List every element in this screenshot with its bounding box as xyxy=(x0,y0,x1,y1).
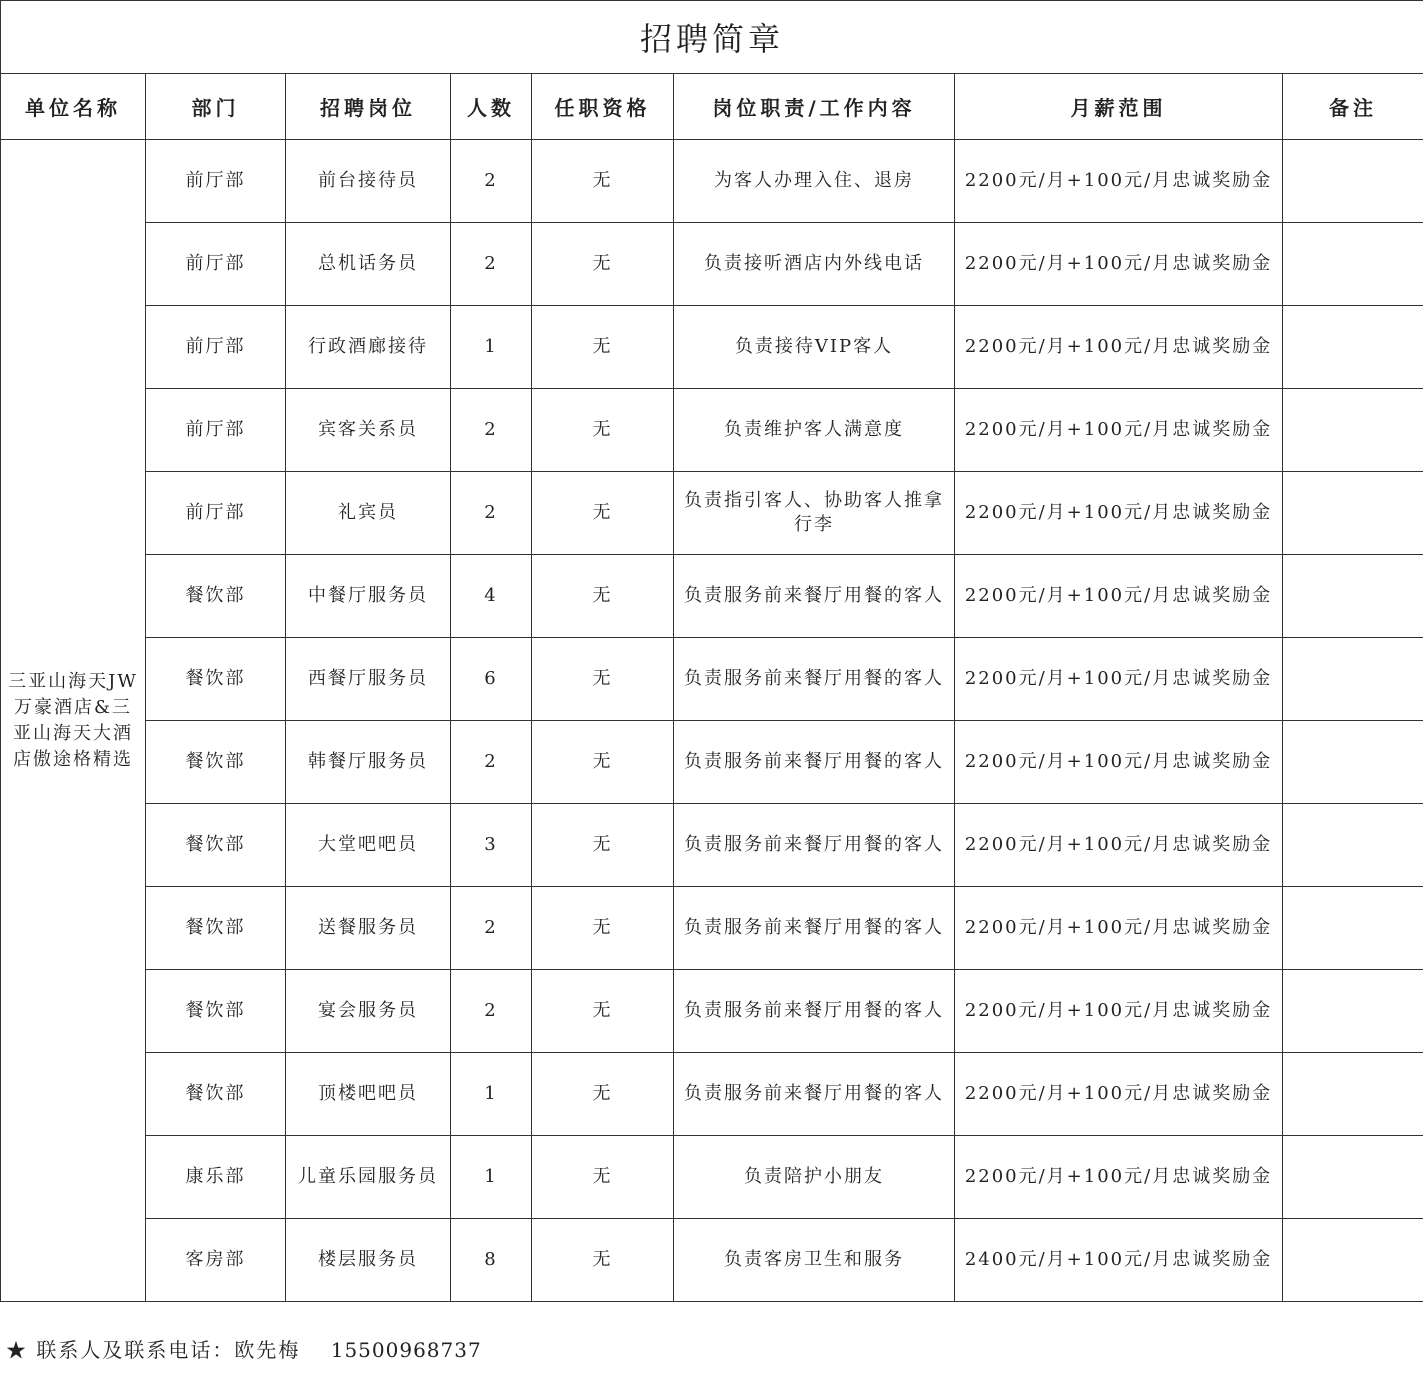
qualification-cell: 无 xyxy=(532,970,674,1053)
position-cell: 送餐服务员 xyxy=(286,887,451,970)
table-row xyxy=(1,970,1423,1053)
salary-cell: 2200元/月+100元/月忠诚奖励金 xyxy=(955,638,1283,721)
duty-cell: 负责服务前来餐厅用餐的客人 xyxy=(674,555,955,638)
table-row xyxy=(1,887,1423,970)
count-cell: 4 xyxy=(451,555,532,638)
qualification-cell: 无 xyxy=(532,1136,674,1219)
count-cell: 2 xyxy=(451,140,532,223)
position-cell: 儿童乐园服务员 xyxy=(286,1136,451,1219)
note-cell xyxy=(1283,1219,1423,1302)
position-cell: 顶楼吧吧员 xyxy=(286,1053,451,1136)
duty-cell: 负责服务前来餐厅用餐的客人 xyxy=(674,970,955,1053)
qualification-cell: 无 xyxy=(532,638,674,721)
dept-cell: 前厅部 xyxy=(146,389,286,472)
salary-cell: 2200元/月+100元/月忠诚奖励金 xyxy=(955,970,1283,1053)
note-cell xyxy=(1283,555,1423,638)
note-cell xyxy=(1283,140,1423,223)
position-cell: 宴会服务员 xyxy=(286,970,451,1053)
table-row xyxy=(1,638,1423,721)
duty-cell: 负责接听酒店内外线电话 xyxy=(674,223,955,306)
position-cell: 西餐厅服务员 xyxy=(286,638,451,721)
dept-cell: 前厅部 xyxy=(146,472,286,555)
qualification-cell: 无 xyxy=(532,1219,674,1302)
position-cell: 前台接待员 xyxy=(286,140,451,223)
count-cell: 1 xyxy=(451,306,532,389)
table-row xyxy=(1,1136,1423,1219)
count-cell: 6 xyxy=(451,638,532,721)
salary-cell: 2400元/月+100元/月忠诚奖励金 xyxy=(955,1219,1283,1302)
header-duty: 岗位职责/工作内容 xyxy=(674,74,955,140)
count-cell: 3 xyxy=(451,804,532,887)
note-cell xyxy=(1283,1053,1423,1136)
duty-cell: 负责服务前来餐厅用餐的客人 xyxy=(674,638,955,721)
count-cell: 1 xyxy=(451,1053,532,1136)
dept-cell: 餐饮部 xyxy=(146,638,286,721)
note-cell xyxy=(1283,970,1423,1053)
duty-cell: 负责客房卫生和服务 xyxy=(674,1219,955,1302)
note-cell xyxy=(1283,389,1423,472)
table-row xyxy=(1,555,1423,638)
duty-cell: 负责服务前来餐厅用餐的客人 xyxy=(674,721,955,804)
qualification-cell: 无 xyxy=(532,804,674,887)
salary-cell: 2200元/月+100元/月忠诚奖励金 xyxy=(955,1053,1283,1136)
page-title: 招聘简章 xyxy=(1,1,1423,74)
header-qualification: 任职资格 xyxy=(532,74,674,140)
dept-cell: 前厅部 xyxy=(146,140,286,223)
salary-cell: 2200元/月+100元/月忠诚奖励金 xyxy=(955,555,1283,638)
position-cell: 楼层服务员 xyxy=(286,1219,451,1302)
header-salary: 月薪范围 xyxy=(955,74,1283,140)
position-cell: 大堂吧吧员 xyxy=(286,804,451,887)
note-cell xyxy=(1283,638,1423,721)
count-cell: 2 xyxy=(451,887,532,970)
count-cell: 2 xyxy=(451,970,532,1053)
qualification-cell: 无 xyxy=(532,472,674,555)
duty-cell: 负责服务前来餐厅用餐的客人 xyxy=(674,1053,955,1136)
dept-cell: 餐饮部 xyxy=(146,555,286,638)
salary-cell: 2200元/月+100元/月忠诚奖励金 xyxy=(955,1136,1283,1219)
note-cell xyxy=(1283,721,1423,804)
table-row xyxy=(1,140,1423,223)
note-cell xyxy=(1283,887,1423,970)
contact-phone: 15500968737 xyxy=(330,1338,482,1362)
qualification-cell: 无 xyxy=(532,140,674,223)
position-cell: 行政酒廊接待 xyxy=(286,306,451,389)
duty-cell: 负责接待VIP客人 xyxy=(674,306,955,389)
dept-cell: 康乐部 xyxy=(146,1136,286,1219)
table-row xyxy=(1,721,1423,804)
position-cell: 宾客关系员 xyxy=(286,389,451,472)
table-row xyxy=(1,1053,1423,1136)
star-icon: ★ xyxy=(6,1338,28,1362)
dept-cell: 餐饮部 xyxy=(146,1053,286,1136)
dept-cell: 餐饮部 xyxy=(146,970,286,1053)
qualification-cell: 无 xyxy=(532,721,674,804)
salary-cell: 2200元/月+100元/月忠诚奖励金 xyxy=(955,721,1283,804)
qualification-cell: 无 xyxy=(532,306,674,389)
dept-cell: 餐饮部 xyxy=(146,721,286,804)
duty-cell: 负责服务前来餐厅用餐的客人 xyxy=(674,887,955,970)
table-row xyxy=(1,306,1423,389)
header-position: 招聘岗位 xyxy=(286,74,451,140)
count-cell: 1 xyxy=(451,1136,532,1219)
duty-cell: 负责指引客人、协助客人推拿行李 xyxy=(674,472,955,555)
position-cell: 礼宾员 xyxy=(286,472,451,555)
dept-cell: 客房部 xyxy=(146,1219,286,1302)
header-note: 备注 xyxy=(1283,74,1423,140)
duty-cell: 为客人办理入住、退房 xyxy=(674,140,955,223)
qualification-cell: 无 xyxy=(532,555,674,638)
qualification-cell: 无 xyxy=(532,223,674,306)
count-cell: 2 xyxy=(451,472,532,555)
count-cell: 8 xyxy=(451,1219,532,1302)
qualification-cell: 无 xyxy=(532,1053,674,1136)
count-cell: 2 xyxy=(451,223,532,306)
position-cell: 韩餐厅服务员 xyxy=(286,721,451,804)
table-row xyxy=(1,223,1423,306)
note-cell xyxy=(1283,1136,1423,1219)
qualification-cell: 无 xyxy=(532,389,674,472)
salary-cell: 2200元/月+100元/月忠诚奖励金 xyxy=(955,389,1283,472)
duty-cell: 负责陪护小朋友 xyxy=(674,1136,955,1219)
table-row xyxy=(1,389,1423,472)
position-cell: 总机话务员 xyxy=(286,223,451,306)
dept-cell: 餐饮部 xyxy=(146,804,286,887)
header-dept: 部门 xyxy=(146,74,286,140)
contact-line xyxy=(6,1334,482,1363)
unit-name-cell: 三亚山海天JW万豪酒店&三亚山海天大酒店傲途格精选 xyxy=(1,140,146,1302)
count-cell: 2 xyxy=(451,721,532,804)
salary-cell: 2200元/月+100元/月忠诚奖励金 xyxy=(955,140,1283,223)
duty-cell: 负责维护客人满意度 xyxy=(674,389,955,472)
note-cell xyxy=(1283,804,1423,887)
salary-cell: 2200元/月+100元/月忠诚奖励金 xyxy=(955,223,1283,306)
header-row xyxy=(1,74,1423,140)
count-cell: 2 xyxy=(451,389,532,472)
salary-cell: 2200元/月+100元/月忠诚奖励金 xyxy=(955,804,1283,887)
note-cell xyxy=(1283,472,1423,555)
dept-cell: 前厅部 xyxy=(146,306,286,389)
header-unit: 单位名称 xyxy=(1,74,146,140)
table-row xyxy=(1,1219,1423,1302)
table-row xyxy=(1,472,1423,555)
salary-cell: 2200元/月+100元/月忠诚奖励金 xyxy=(955,887,1283,970)
duty-cell: 负责服务前来餐厅用餐的客人 xyxy=(674,804,955,887)
dept-cell: 前厅部 xyxy=(146,223,286,306)
note-cell xyxy=(1283,223,1423,306)
qualification-cell: 无 xyxy=(532,887,674,970)
contact-label: 联系人及联系电话：欧先梅 xyxy=(36,1338,301,1362)
salary-cell: 2200元/月+100元/月忠诚奖励金 xyxy=(955,306,1283,389)
dept-cell: 餐饮部 xyxy=(146,887,286,970)
position-cell: 中餐厅服务员 xyxy=(286,555,451,638)
header-count: 人数 xyxy=(451,74,532,140)
salary-cell: 2200元/月+100元/月忠诚奖励金 xyxy=(955,472,1283,555)
note-cell xyxy=(1283,306,1423,389)
table-row xyxy=(1,804,1423,887)
